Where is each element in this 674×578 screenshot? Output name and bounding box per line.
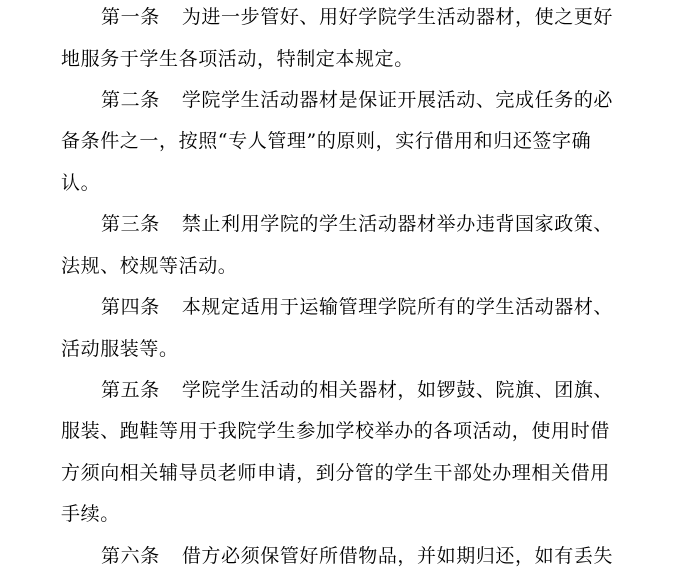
article-2-line-2 [0, 126, 674, 156]
article-5-text-3: 方须向相关辅导员老师申请，到分管的学生干部处办理相关借用 [61, 462, 610, 484]
article-6-number: 第六条 [101, 545, 160, 567]
article-1-line-1 [0, 2, 674, 32]
article-3-number: 第三条 [101, 213, 160, 235]
article-6-line-1 [0, 541, 674, 571]
article-2-text-1: 学院学生活动器材是保证开展活动、完成任务的必 [181, 89, 614, 111]
article-6-text-1: 借方必须保管好所借物品，并如期归还，如有丢失 [181, 545, 614, 567]
article-4-text-1: 本规定适用于运输管理学院所有的学生活动器材、 [181, 296, 614, 318]
article-3-line-2 [0, 251, 674, 281]
article-3-text-2: 法规、校规等活动。 [61, 255, 238, 277]
article-3-line-1 [0, 209, 674, 239]
article-2-line-1 [0, 85, 674, 115]
article-4-line-1 [0, 292, 674, 322]
article-4-line-2 [0, 334, 674, 364]
article-2-text-3: 认。 [61, 172, 101, 194]
article-1-text-2: 地服务于学生各项活动，特制定本规定。 [61, 48, 414, 70]
article-3-text-1: 禁止利用学院的学生活动器材举办违背国家政策、 [181, 213, 614, 235]
article-5-line-3 [0, 458, 674, 488]
article-1-number: 第一条 [101, 6, 160, 28]
article-5-number: 第五条 [101, 379, 160, 401]
article-5-line-4 [0, 499, 674, 529]
article-4-number: 第四条 [101, 296, 160, 318]
article-2-number: 第二条 [101, 89, 160, 111]
article-5-text-2: 服装、跑鞋等用于我院学生参加学校举办的各项活动，使用时借 [61, 420, 610, 442]
article-5-text-4: 手续。 [61, 503, 120, 525]
article-4-text-2: 活动服装等。 [61, 338, 179, 360]
article-5-line-1 [0, 375, 674, 405]
article-1-text-1: 为进一步管好、用好学院学生活动器材，使之更好 [181, 6, 614, 28]
article-1-line-2 [0, 44, 674, 74]
article-2-text-2: 备条件之一，按照“专人管理”的原则，实行借用和归还签字确 [61, 130, 592, 152]
article-5-line-2 [0, 416, 674, 446]
article-2-line-3 [0, 168, 674, 198]
article-5-text-1: 学院学生活动的相关器材，如锣鼓、院旗、团旗、 [181, 379, 614, 401]
